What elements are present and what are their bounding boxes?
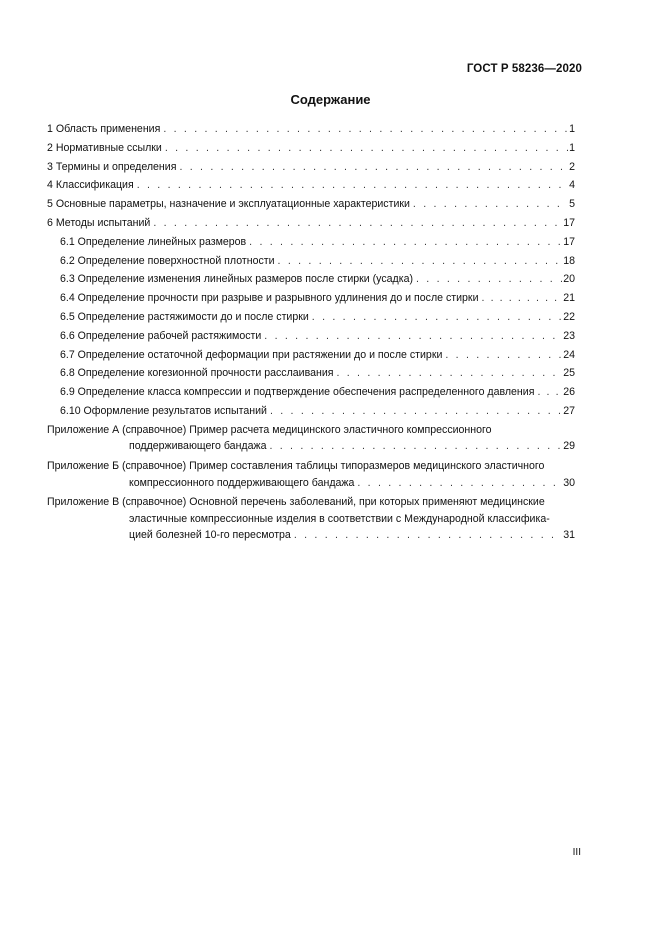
toc-entry-label: 4 Классификация (47, 179, 134, 192)
appendix-last-line (47, 527, 575, 544)
dot-leader (481, 289, 562, 308)
toc-entry-label: 2 Нормативные ссылки (47, 141, 162, 154)
page-title: Содержание (290, 92, 371, 107)
toc-subentry[interactable] (47, 233, 575, 252)
toc-entry[interactable] (47, 214, 575, 233)
appendix-middle-line: эластичные компрессионные изделия в соответствии с Международной классифика- (129, 512, 550, 525)
dot-leader (269, 438, 562, 455)
toc-entry[interactable] (47, 176, 575, 195)
toc-appendix-v[interactable] (47, 494, 575, 544)
dot-leader (312, 308, 562, 327)
toc-entry-page: 4 (569, 179, 575, 192)
toc-entry-page: 17 (563, 235, 575, 248)
appendix-title-tail: поддерживающего бандажа (129, 440, 267, 453)
dot-leader (264, 327, 562, 346)
toc-entry-page: 29 (563, 440, 575, 453)
dot-leader (163, 120, 568, 139)
toc-entry-page: 1 (569, 141, 575, 154)
toc-entry-label: 6.3 Определение изменения линейных размеров после стирки (усадка) (60, 273, 414, 286)
toc-subentry[interactable] (47, 327, 575, 346)
dot-leader (153, 214, 562, 233)
toc-entry-label: 6.1 Определение линейных размеров (60, 235, 247, 248)
toc-subentry[interactable] (47, 308, 575, 327)
appendix-title-line: Приложение В (справочное) Основной перечень заболеваний, при которых применяют медицинские (47, 496, 545, 509)
toc-entry-label: 3 Термины и определения (47, 160, 177, 173)
dot-leader (270, 402, 562, 421)
toc-entry-page: 30 (563, 476, 575, 489)
document-code: ГОСТ Р 58236—2020 (466, 63, 582, 75)
appendix-last-line (47, 438, 575, 455)
toc-entry-page: 2 (569, 160, 575, 173)
toc-entry-label: 1 Область применения (47, 123, 161, 135)
toc-entry-page: 1 (569, 123, 575, 135)
toc-entry-page: 18 (563, 254, 575, 267)
toc-entry-label: 5 Основные параметры, назначение и эксплуатационные характеристики (47, 198, 410, 211)
dot-leader (137, 176, 568, 195)
dot-leader (336, 364, 562, 383)
toc-entry-page: 23 (563, 329, 575, 342)
appendix-title-tail: компрессионного поддерживающего бандажа (129, 476, 355, 489)
toc-entry-label: 6.5 Определение растяжимости до и после стирки (60, 310, 309, 323)
table-of-contents (47, 120, 575, 547)
toc-entry-page: 25 (563, 367, 575, 380)
toc-entry-label: 6.7 Определение остаточной деформации при растяжении до и после стирки (60, 348, 443, 361)
toc-entry[interactable] (47, 139, 575, 158)
toc-entry-page: 26 (563, 386, 575, 399)
page-number: III (572, 847, 581, 858)
toc-entry[interactable] (47, 158, 575, 177)
toc-subentry[interactable] (47, 270, 575, 289)
dot-leader (278, 252, 563, 271)
dot-leader (413, 195, 568, 214)
toc-entry-page: 31 (563, 529, 575, 542)
toc-subentry[interactable] (47, 383, 575, 402)
toc-entry-label: 6 Методы испытаний (47, 216, 151, 229)
toc-subentry[interactable] (47, 402, 575, 421)
dot-leader (416, 270, 562, 289)
toc-subentry[interactable] (47, 289, 575, 308)
toc-entry-page: 20 (563, 273, 575, 286)
toc-entry-label: 6.9 Определение класса компрессии и подтверждение обеспечения распределенного давления (60, 386, 535, 399)
toc-appendix-b[interactable] (47, 458, 575, 491)
dot-leader (537, 383, 562, 402)
toc-entry-label: 6.2 Определение поверхностной плотности (60, 254, 275, 267)
toc-subentry[interactable] (47, 346, 575, 365)
toc-entry-label: 6.6 Определение рабочей растяжимости (60, 329, 262, 342)
toc-entry-label: 6.10 Оформление результатов испытаний (60, 404, 267, 417)
toc-entry-label: 6.8 Определение когезионной прочности расслаивания (60, 367, 334, 380)
toc-entry-page: 22 (563, 310, 575, 323)
toc-entry-page: 21 (563, 292, 575, 305)
toc-subentry[interactable] (47, 364, 575, 383)
dot-leader (165, 139, 568, 158)
toc-entry[interactable] (47, 120, 575, 139)
toc-entry-page: 27 (563, 404, 575, 417)
appendix-title-tail: цией болезней 10-го пересмотра (129, 529, 291, 542)
toc-entry-page: 5 (569, 198, 575, 211)
toc-subentry[interactable] (47, 252, 575, 271)
dot-leader (294, 527, 562, 544)
dot-leader (445, 346, 562, 365)
dot-leader (249, 233, 562, 252)
appendix-title-line: Приложение Б (справочное) Пример составления таблицы типоразмеров медицинского эластичного (47, 459, 545, 472)
toc-appendix-a[interactable] (47, 422, 575, 455)
toc-entry-page: 24 (563, 348, 575, 361)
toc-entry-label: 6.4 Определение прочности при разрыве и разрывного удлинения до и после стирки (60, 292, 479, 305)
toc-entry-page: 17 (563, 216, 575, 229)
appendix-last-line (47, 475, 575, 492)
appendix-title-line: Приложение А (справочное) Пример расчета медицинского эластичного компрессионного (47, 423, 492, 436)
dot-leader (179, 158, 568, 177)
toc-entry[interactable] (47, 195, 575, 214)
dot-leader (357, 475, 562, 492)
